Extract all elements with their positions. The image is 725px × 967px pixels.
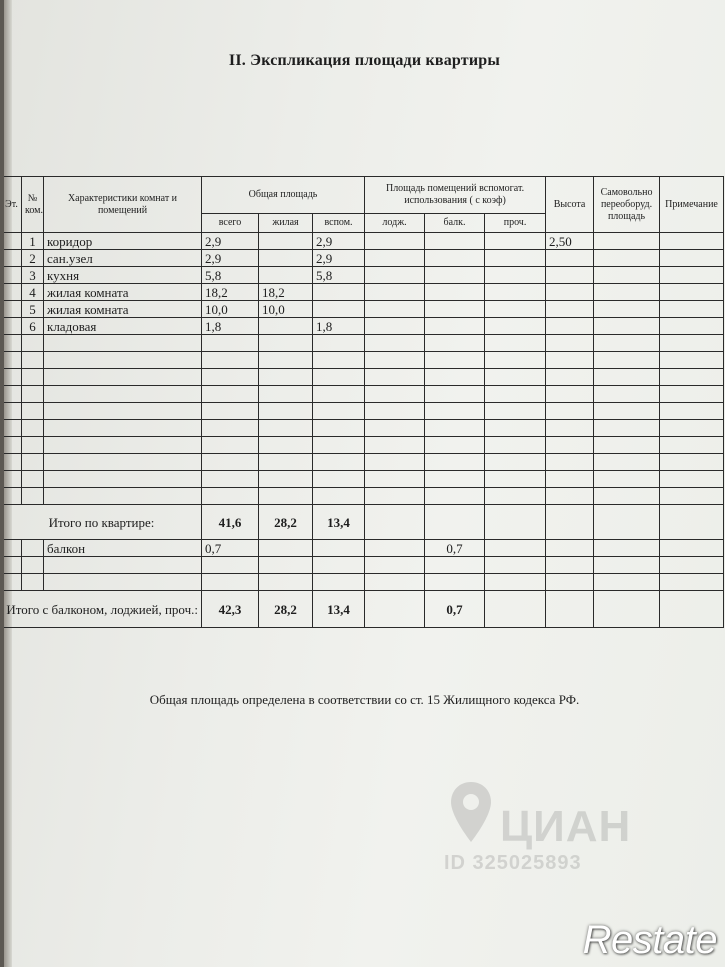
cian-watermark xyxy=(444,772,674,882)
header-sub-living: жилая xyxy=(259,214,313,233)
area-note: Общая площадь определена в соответствии со ст. 15 Жилищного кодекса РФ. xyxy=(149,692,580,707)
header-room-description: Характеристики комнат и помещений xyxy=(44,177,202,233)
room-number: 6 xyxy=(22,318,44,335)
unauthorized-area xyxy=(594,233,660,250)
map-pin-icon xyxy=(448,780,494,846)
area-living: 10,0 xyxy=(259,301,313,318)
header-sub-balcony: балк. xyxy=(425,214,485,233)
area-loggia xyxy=(365,250,425,267)
area-all: 2,9 xyxy=(202,250,259,267)
room-note xyxy=(660,301,724,318)
empty-table-row xyxy=(4,420,724,437)
room-height xyxy=(546,301,594,318)
area-other xyxy=(485,233,546,250)
table-row xyxy=(4,284,724,301)
document-title: II. Экспликация площади квартиры xyxy=(228,52,501,69)
explication-table xyxy=(4,176,724,628)
room-name: коридор xyxy=(44,233,202,250)
total-all: 41,6 xyxy=(202,505,259,540)
room-note xyxy=(660,284,724,301)
area-loggia xyxy=(365,267,425,284)
room-note xyxy=(660,318,724,335)
table-row xyxy=(4,267,724,284)
area-all: 1,8 xyxy=(202,318,259,335)
empty-table-row xyxy=(4,386,724,403)
area-aux: 1,8 xyxy=(313,318,365,335)
total-with-balcony-living: 28,2 xyxy=(259,591,313,628)
area-aux xyxy=(313,284,365,301)
table-row xyxy=(4,233,724,250)
balcony-all: 0,7 xyxy=(202,540,259,557)
cian-listing-id: ID 325025893 xyxy=(444,852,582,874)
empty-table-row xyxy=(4,352,724,369)
room-number: 1 xyxy=(22,233,44,250)
room-name: жилая комната xyxy=(44,301,202,318)
floor-cell xyxy=(4,250,22,267)
unauthorized-area xyxy=(594,284,660,301)
empty-table-row xyxy=(4,471,724,488)
room-name: кухня xyxy=(44,267,202,284)
room-note xyxy=(660,250,724,267)
room-height xyxy=(546,250,594,267)
empty-table-row xyxy=(4,369,724,386)
area-living xyxy=(259,250,313,267)
room-height xyxy=(546,318,594,335)
area-other xyxy=(485,284,546,301)
total-with-balcony-balc: 0,7 xyxy=(425,591,485,628)
blank-row xyxy=(4,557,724,574)
total-label: Итого по квартире: xyxy=(4,505,202,540)
unauthorized-area xyxy=(594,250,660,267)
area-aux: 2,9 xyxy=(313,250,365,267)
area-loggia xyxy=(365,301,425,318)
table-row xyxy=(4,250,724,267)
room-height xyxy=(546,267,594,284)
unauthorized-area xyxy=(594,267,660,284)
document-page xyxy=(4,0,725,967)
empty-table-row xyxy=(4,335,724,352)
room-name: кладовая xyxy=(44,318,202,335)
room-note xyxy=(660,267,724,284)
restate-watermark: Restate xyxy=(582,918,717,962)
table-row xyxy=(4,318,724,335)
empty-table-row xyxy=(4,488,724,505)
blank-row xyxy=(4,574,724,591)
area-other xyxy=(485,318,546,335)
total-with-balcony-row xyxy=(4,591,724,628)
cian-logo-text: ЦИАН xyxy=(500,802,632,851)
unauthorized-area xyxy=(594,318,660,335)
area-balcony xyxy=(425,301,485,318)
room-height xyxy=(546,284,594,301)
header-note: Примечание xyxy=(660,177,724,233)
room-rows xyxy=(4,233,724,335)
total-with-balcony-label: Итого с балконом, лоджией, проч.: xyxy=(4,591,202,628)
floor-cell xyxy=(4,267,22,284)
area-all: 2,9 xyxy=(202,233,259,250)
area-living xyxy=(259,318,313,335)
area-living: 18,2 xyxy=(259,284,313,301)
area-aux: 5,8 xyxy=(313,267,365,284)
area-living xyxy=(259,267,313,284)
area-other xyxy=(485,250,546,267)
total-living: 28,2 xyxy=(259,505,313,540)
total-with-balcony-aux: 13,4 xyxy=(313,591,365,628)
area-balcony xyxy=(425,284,485,301)
area-other xyxy=(485,301,546,318)
unauthorized-area xyxy=(594,301,660,318)
floor-cell xyxy=(4,301,22,318)
floor-cell xyxy=(4,233,22,250)
header-height: Высота xyxy=(546,177,594,233)
area-aux xyxy=(313,301,365,318)
header-sub-other: проч. xyxy=(485,214,546,233)
area-balcony xyxy=(425,267,485,284)
area-all: 5,8 xyxy=(202,267,259,284)
area-loggia xyxy=(365,233,425,250)
room-name: жилая комната xyxy=(44,284,202,301)
room-number: 2 xyxy=(22,250,44,267)
room-height: 2,50 xyxy=(546,233,594,250)
balcony-label: балкон xyxy=(44,540,202,557)
header-sub-all: всего xyxy=(202,214,259,233)
balcony-row xyxy=(4,540,724,557)
empty-table-row xyxy=(4,403,724,420)
area-balcony xyxy=(425,318,485,335)
area-all: 18,2 xyxy=(202,284,259,301)
header-room-number: № ком. xyxy=(22,177,44,233)
total-with-balcony-all: 42,3 xyxy=(202,591,259,628)
empty-table-row xyxy=(4,437,724,454)
area-all: 10,0 xyxy=(202,301,259,318)
area-loggia xyxy=(365,318,425,335)
balcony-balc: 0,7 xyxy=(425,540,485,557)
floor-cell xyxy=(4,284,22,301)
room-note xyxy=(660,233,724,250)
room-number: 3 xyxy=(22,267,44,284)
room-number: 4 xyxy=(22,284,44,301)
floor-cell xyxy=(4,318,22,335)
total-row xyxy=(4,505,724,540)
area-other xyxy=(485,267,546,284)
area-balcony xyxy=(425,233,485,250)
area-loggia xyxy=(365,284,425,301)
header-row-1 xyxy=(4,177,724,214)
header-aux-area: Площадь помещений вспомогат. использования ( с коэф) xyxy=(365,177,546,214)
header-unauthorized-area: Самовольно переоборуд. площадь xyxy=(594,177,660,233)
empty-table-row xyxy=(4,454,724,471)
header-sub-aux: вспом. xyxy=(313,214,365,233)
header-sub-loggia: лодж. xyxy=(365,214,425,233)
area-aux: 2,9 xyxy=(313,233,365,250)
area-balcony xyxy=(425,250,485,267)
total-aux: 13,4 xyxy=(313,505,365,540)
area-living xyxy=(259,233,313,250)
empty-rows xyxy=(4,335,724,505)
table-row xyxy=(4,301,724,318)
header-floor: Эт. xyxy=(4,177,22,233)
room-number: 5 xyxy=(22,301,44,318)
room-name: сан.узел xyxy=(44,250,202,267)
header-total-area: Общая площадь xyxy=(202,177,365,214)
